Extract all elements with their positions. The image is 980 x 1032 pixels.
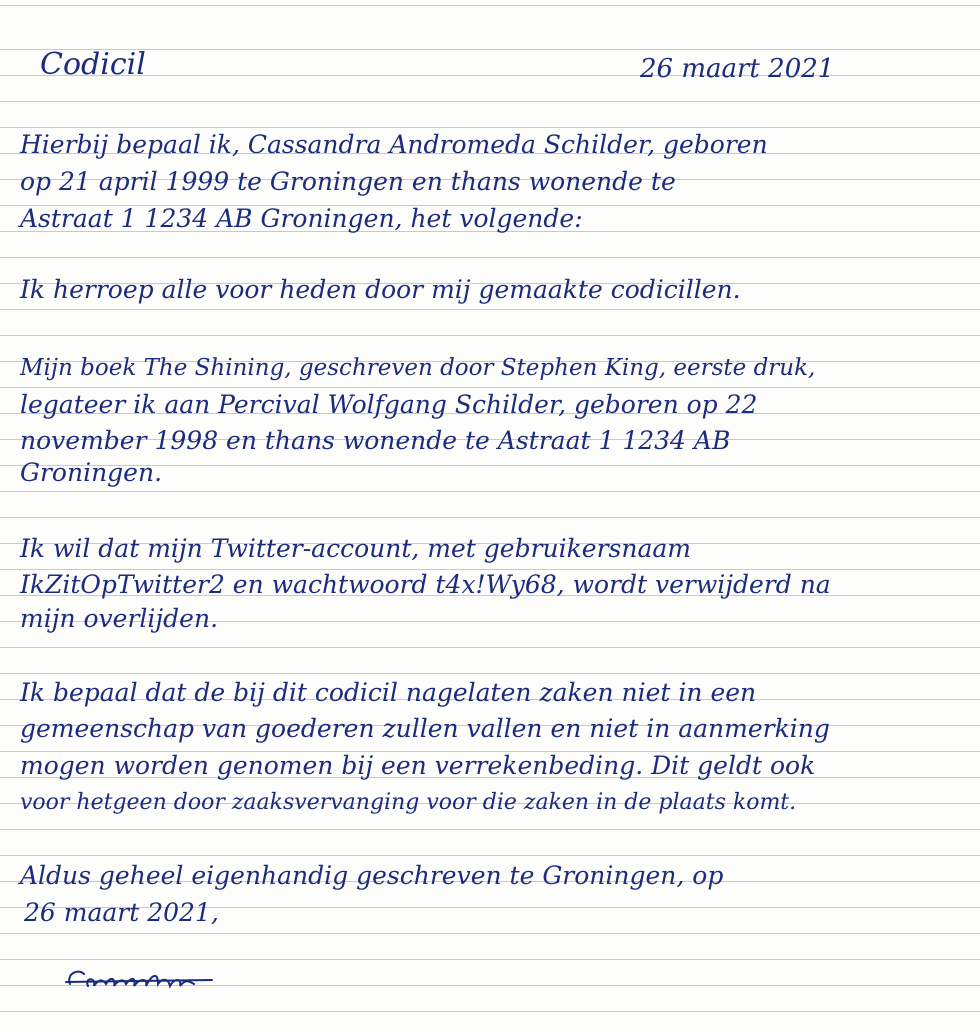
text-line: Ik wil dat mijn Twitter-account, met gebruikersnaam: [20, 534, 691, 563]
text-line: Groningen.: [20, 458, 163, 487]
text-line: voor hetgeen door zaaksvervanging voor die zaken in de plaats komt.: [20, 790, 797, 815]
text-line: gemeenschap van goederen zullen vallen en niet in aanmerking: [20, 714, 830, 743]
text-line: november 1998 en thans wonende te Astraat 1 1234 AB: [20, 426, 731, 455]
text-line: Ik herroep alle voor heden door mij gemaakte codicillen.: [20, 275, 741, 304]
text-line: Ik bepaal dat de bij dit codicil nagelaten zaken niet in een: [20, 678, 757, 707]
document-date: 26 maart 2021: [640, 54, 835, 84]
text-line: Astraat 1 1234 AB Groningen, het volgende:: [20, 204, 583, 233]
text-line: Aldus geheel eigenhandig geschreven te Groningen, op: [20, 861, 724, 890]
text-line: legateer ik aan Percival Wolfgang Schilder, geboren op 22: [20, 390, 758, 419]
text-line: mijn overlijden.: [20, 604, 219, 633]
text-line: 26 maart 2021,: [24, 898, 219, 927]
text-line: IkZitOpTwitter2 en wachtwoord t4x!Wy68, wordt verwijderd na: [20, 570, 831, 599]
signature: [62, 960, 222, 1000]
text-line: op 21 april 1999 te Groningen en thans wonende te: [20, 167, 676, 196]
document-title: Codicil: [40, 47, 146, 82]
text-line: Hierbij bepaal ik, Cassandra Andromeda Schilder, geboren: [20, 130, 768, 159]
text-line: mogen worden genomen bij een verrekenbeding. Dit geldt ook: [20, 751, 816, 780]
text-line: Mijn boek The Shining, geschreven door Stephen King, eerste druk,: [20, 355, 816, 381]
